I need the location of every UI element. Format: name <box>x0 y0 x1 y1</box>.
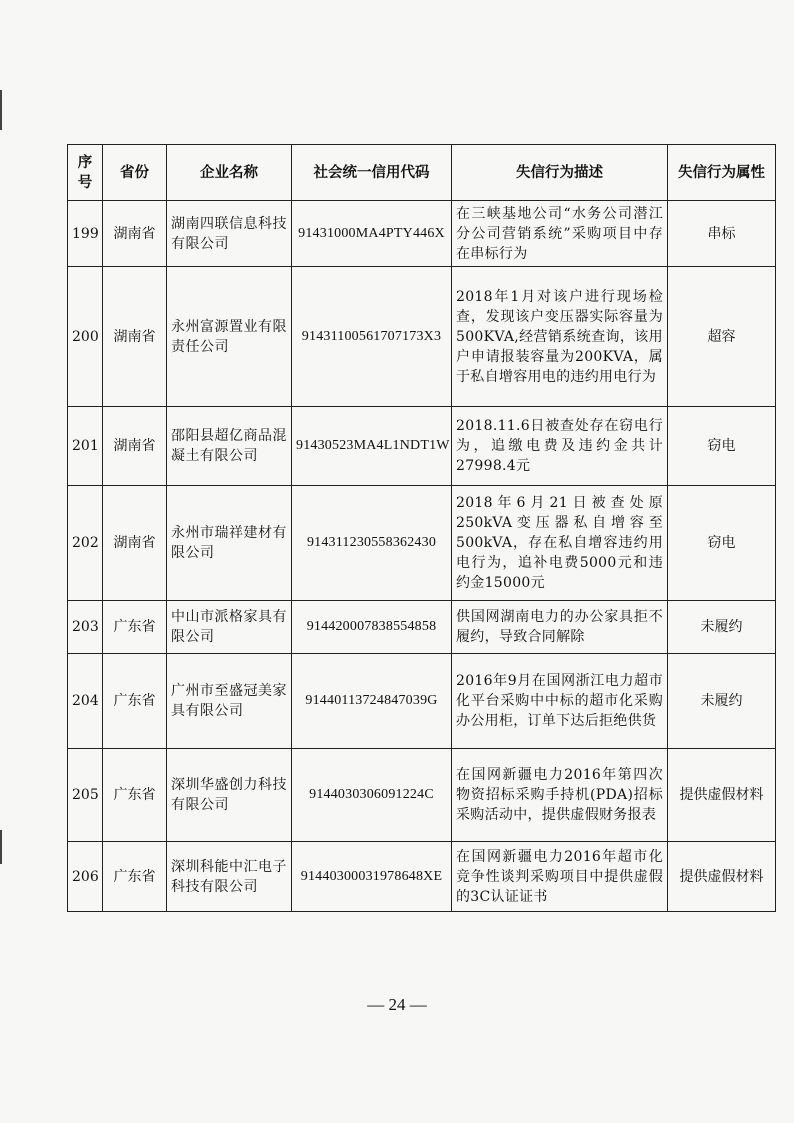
header-description: 失信行为描述 <box>452 145 668 201</box>
cell-company-name: 永州富源置业有限责任公司 <box>167 267 292 407</box>
cell-description: 在三峡基地公司“水务公司潜江分公司营销系统”采购项目中存在串标行为 <box>452 201 668 267</box>
cell-province: 广东省 <box>103 749 167 842</box>
header-company-name: 企业名称 <box>167 145 292 201</box>
cell-attribute: 窃电 <box>668 486 776 601</box>
cell-credit-code: 91430523MA4L1NDT1W <box>292 407 452 486</box>
cell-serial-number: 204 <box>68 654 103 749</box>
header-credit-code: 社会统一信用代码 <box>292 145 452 201</box>
cell-description: 2018年1月对该户进行现场检查，发现该户变压器实际容量为500KVA,经营销系统查询，该用户申请报装容量为200KVA，属于私自增容用电的违约用电行为 <box>452 267 668 407</box>
binding-edge-mark-bottom <box>0 830 2 864</box>
cell-description: 在国网新疆电力2016年第四次物资招标采购手持机(PDA)招标采购活动中，提供虚假财务报表 <box>452 749 668 842</box>
cell-serial-number: 202 <box>68 486 103 601</box>
cell-description: 2016年9月在国网浙江电力超市化平台采购中中标的超市化采购办公用柜，订单下达后拒绝供货 <box>452 654 668 749</box>
cell-serial-number: 200 <box>68 267 103 407</box>
table-row <box>68 842 776 912</box>
cell-credit-code: 91440300031978648XE <box>292 842 452 912</box>
cell-company-name: 深圳华盛创力科技有限公司 <box>167 749 292 842</box>
header-attribute: 失信行为属性 <box>668 145 776 201</box>
header-province: 省份 <box>103 145 167 201</box>
cell-attribute: 超容 <box>668 267 776 407</box>
table-row <box>68 486 776 601</box>
cell-province: 广东省 <box>103 654 167 749</box>
table-row <box>68 201 776 267</box>
cell-province: 广东省 <box>103 842 167 912</box>
cell-province: 广东省 <box>103 601 167 654</box>
cell-province: 湖南省 <box>103 267 167 407</box>
cell-company-name: 中山市派格家具有限公司 <box>167 601 292 654</box>
cell-province: 湖南省 <box>103 486 167 601</box>
cell-attribute: 提供虚假材料 <box>668 842 776 912</box>
cell-serial-number: 205 <box>68 749 103 842</box>
page-number: — 24 — <box>367 995 427 1014</box>
cell-serial-number: 199 <box>68 201 103 267</box>
cell-attribute: 未履约 <box>668 654 776 749</box>
cell-attribute: 提供虚假材料 <box>668 749 776 842</box>
cell-attribute: 未履约 <box>668 601 776 654</box>
table-header-row <box>68 145 776 201</box>
binding-edge-mark-top <box>0 90 2 130</box>
cell-company-name: 湖南四联信息科技有限公司 <box>167 201 292 267</box>
cell-credit-code: 91431000MA4PTY446X <box>292 201 452 267</box>
cell-description: 2018.11.6日被查处存在窃电行为，追缴电费及违约金共计27998.4元 <box>452 407 668 486</box>
table-row <box>68 749 776 842</box>
cell-company-name: 永州市瑞祥建材有限公司 <box>167 486 292 601</box>
cell-serial-number: 203 <box>68 601 103 654</box>
cell-attribute: 窃电 <box>668 407 776 486</box>
cell-description: 在国网新疆电力2016年超市化竞争性谈判采购项目中提供虚假的3C认证证书 <box>452 842 668 912</box>
table-row <box>68 407 776 486</box>
table-row <box>68 267 776 407</box>
cell-description: 供国网湖南电力的办公家具拒不履约，导致合同解除 <box>452 601 668 654</box>
cell-credit-code: 914311230558362430 <box>292 486 452 601</box>
cell-province: 湖南省 <box>103 201 167 267</box>
cell-company-name: 广州市至盛冠美家具有限公司 <box>167 654 292 749</box>
cell-description: 2018年6月21日被查处原250kVA变压器私自增容至500kVA，存在私自增容违约用电行为，追补电费5000元和违约金15000元 <box>452 486 668 601</box>
table-row <box>68 601 776 654</box>
header-serial-number: 序号 <box>68 145 103 201</box>
table-row <box>68 654 776 749</box>
cell-credit-code: 9144030306091224C <box>292 749 452 842</box>
cell-credit-code: 914420007838554858 <box>292 601 452 654</box>
cell-serial-number: 201 <box>68 407 103 486</box>
credit-blacklist-table <box>67 144 776 912</box>
cell-company-name: 深圳科能中汇电子科技有限公司 <box>167 842 292 912</box>
cell-credit-code: 91440113724847039G <box>292 654 452 749</box>
cell-province: 湖南省 <box>103 407 167 486</box>
cell-company-name: 邵阳县超亿商品混凝土有限公司 <box>167 407 292 486</box>
cell-serial-number: 206 <box>68 842 103 912</box>
cell-attribute: 串标 <box>668 201 776 267</box>
cell-credit-code: 91431100561707173X3 <box>292 267 452 407</box>
